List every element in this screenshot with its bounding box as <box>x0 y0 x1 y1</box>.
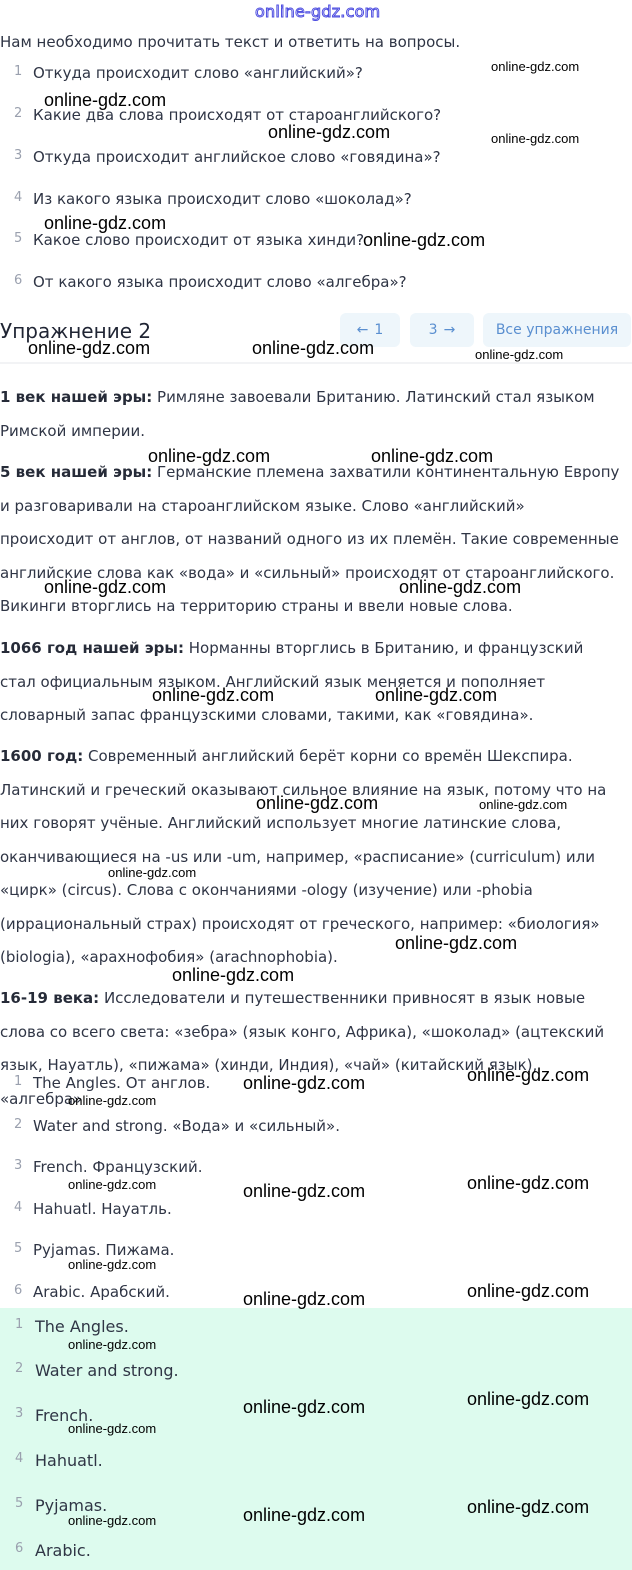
answer-text: Pyjamas. Пижама. <box>33 1241 175 1259</box>
answer-text: The Angles. От англов. <box>33 1074 211 1092</box>
answer-text: Water and strong. <box>35 1361 179 1380</box>
watermark: online-gdz.com <box>68 1177 157 1192</box>
arrow-left-icon: ← <box>356 322 369 338</box>
watermark: online-gdz.com <box>491 59 580 74</box>
watermark: online-gdz.com <box>467 1065 590 1085</box>
watermark: online-gdz.com <box>371 446 494 466</box>
history-paragraph <box>0 456 620 624</box>
item-number: 3 <box>14 1158 23 1173</box>
item-number: 1 <box>14 1074 23 1089</box>
period-label: 1066 год нашей эры: <box>0 639 184 657</box>
period-label: 5 век нашей эры: <box>0 463 153 481</box>
watermark: online-gdz.com <box>28 338 151 358</box>
watermark: online-gdz.com <box>395 933 518 953</box>
answer-text: Arabic. Арабский. <box>33 1283 170 1301</box>
watermark: online-gdz.com <box>268 122 391 142</box>
all-exercises-button[interactable] <box>483 313 631 347</box>
watermark: online-gdz.com <box>375 685 498 705</box>
watermark: online-gdz.com <box>243 1505 366 1525</box>
item-number: 2 <box>15 1361 24 1376</box>
item-number: 2 <box>14 1117 23 1132</box>
item-number: 4 <box>15 1451 24 1466</box>
item-number: 2 <box>14 106 23 121</box>
item-number: 6 <box>14 273 23 288</box>
watermark: online-gdz.com <box>68 1093 157 1108</box>
answer-text: French. <box>35 1406 94 1425</box>
answer-text: Water and strong. «Вода» и «сильный». <box>33 1117 340 1135</box>
question-text: Какое слово происходит от языка хинди? <box>33 231 365 249</box>
watermark: online-gdz.com <box>68 1257 157 1272</box>
watermark: online-gdz.com <box>68 1513 157 1528</box>
divider <box>0 362 632 364</box>
paragraph-text: Норманны вторглись в Британию, и французский стал официальным языком. Английский язык меняется и пополняет словарный запас французскими словами, такими, как «говядина». <box>0 639 584 724</box>
answer-text: Hahuatl. <box>35 1451 103 1470</box>
watermark: online-gdz.com <box>44 577 167 597</box>
history-paragraph <box>0 632 620 733</box>
answer-text: Hahuatl. Науатль. <box>33 1200 172 1218</box>
exercise-title: Упражнение 2 <box>0 319 152 343</box>
period-label: 16-19 века: <box>0 989 100 1007</box>
item-number: 6 <box>15 1541 24 1556</box>
answer-text: Arabic. <box>35 1541 91 1560</box>
next-exercise-label: 3 <box>428 322 438 338</box>
all-exercises-label: Все упражнения <box>495 322 619 338</box>
watermark: online-gdz.com <box>108 865 197 880</box>
paragraph-text: Исследователи и путешественники привносят в язык новые слова со всего света: «зебра» (язык конго, Африка), «шоколад» (ацтекский язык, Науатль), «пижама» (хинди, Индия), «чай» (китайский язык), «алгебра» <box>0 989 605 1108</box>
question-text: Откуда происходит английское слово «говядина»? <box>33 148 441 166</box>
period-label: 1 век нашей эры: <box>0 388 153 406</box>
watermark: online-gdz.com <box>252 338 375 358</box>
period-label: 1600 год: <box>0 747 84 765</box>
watermark: online-gdz.com <box>467 1497 590 1517</box>
watermark: online-gdz.com <box>152 685 275 705</box>
history-paragraph <box>0 381 620 448</box>
question-text: Из какого языка происходит слово «шоколад»? <box>33 190 412 208</box>
watermark: online-gdz.com <box>243 1289 366 1309</box>
item-number: 6 <box>14 1283 23 1298</box>
item-number: 1 <box>14 64 23 79</box>
item-number: 3 <box>14 148 23 163</box>
answer-text: The Angles. <box>35 1317 129 1336</box>
site-logo[interactable]: online-gdz.com <box>255 2 381 21</box>
watermark: online-gdz.com <box>256 793 379 813</box>
paragraph-text: Современный английский берёт корни со времён Шекспира. Латинский и греческий оказывают сильное влияние на язык, потому что на них говорят учёные. Английский использует многие латинские слова, оканчивающиеся на -us или -um, например, «расписание» (curriculum) или «цирк» (circus). Слова с окончаниями -ology (изучение) или -phobia (иррациональный страх) происходят от греческого, например: «биология» (biologia), «арахнофобия» (arachnophobia). <box>0 747 607 966</box>
item-number: 4 <box>14 190 23 205</box>
watermark: online-gdz.com <box>68 1421 157 1436</box>
question-text: От какого языка происходит слово «алгебра»? <box>33 273 407 291</box>
item-number: 3 <box>15 1406 24 1421</box>
arrow-right-icon: → <box>443 322 456 338</box>
watermark: online-gdz.com <box>243 1073 366 1093</box>
intro-text: Нам необходимо прочитать текст и ответить на вопросы. <box>0 33 461 51</box>
watermark: online-gdz.com <box>68 1337 157 1352</box>
watermark: online-gdz.com <box>475 347 564 362</box>
question-text: Какие два слова происходят от староанглийского? <box>33 106 442 124</box>
watermark: online-gdz.com <box>243 1397 366 1417</box>
answer-text: Pyjamas. <box>35 1496 108 1515</box>
history-paragraph <box>0 740 620 975</box>
watermark: online-gdz.com <box>243 1181 366 1201</box>
watermark: online-gdz.com <box>44 213 167 233</box>
item-number: 1 <box>15 1317 24 1332</box>
watermark: online-gdz.com <box>479 797 568 812</box>
watermark: online-gdz.com <box>467 1389 590 1409</box>
item-number: 4 <box>14 1200 23 1215</box>
watermark: online-gdz.com <box>467 1281 590 1301</box>
paragraph-text: Римляне завоевали Британию. Латинский стал языком Римской империи. <box>0 388 595 440</box>
watermark: online-gdz.com <box>491 131 580 146</box>
watermark: online-gdz.com <box>363 230 486 250</box>
item-number: 5 <box>14 231 23 246</box>
watermark: online-gdz.com <box>148 446 271 466</box>
prev-exercise-label: 1 <box>374 322 384 338</box>
item-number: 5 <box>15 1496 24 1511</box>
answer-text: French. Французский. <box>33 1158 203 1176</box>
paragraph-text: Германские племена захватили континентальную Европу и разговаривали на староанглийском языке. Слово «английский» происходит от англов, от названий одного из их племён. Такие современные английские слова как «вода» и «сильный» происходят от староанглийского. Викинги вторглись на территорию страны и ввели новые слова. <box>0 463 620 615</box>
watermark: online-gdz.com <box>44 90 167 110</box>
watermark: online-gdz.com <box>172 965 295 985</box>
watermark: online-gdz.com <box>399 577 522 597</box>
item-number: 5 <box>14 1241 23 1256</box>
watermark: online-gdz.com <box>467 1173 590 1193</box>
next-exercise-button[interactable] <box>410 313 474 347</box>
question-text: Откуда происходит слово «английский»? <box>33 64 363 82</box>
